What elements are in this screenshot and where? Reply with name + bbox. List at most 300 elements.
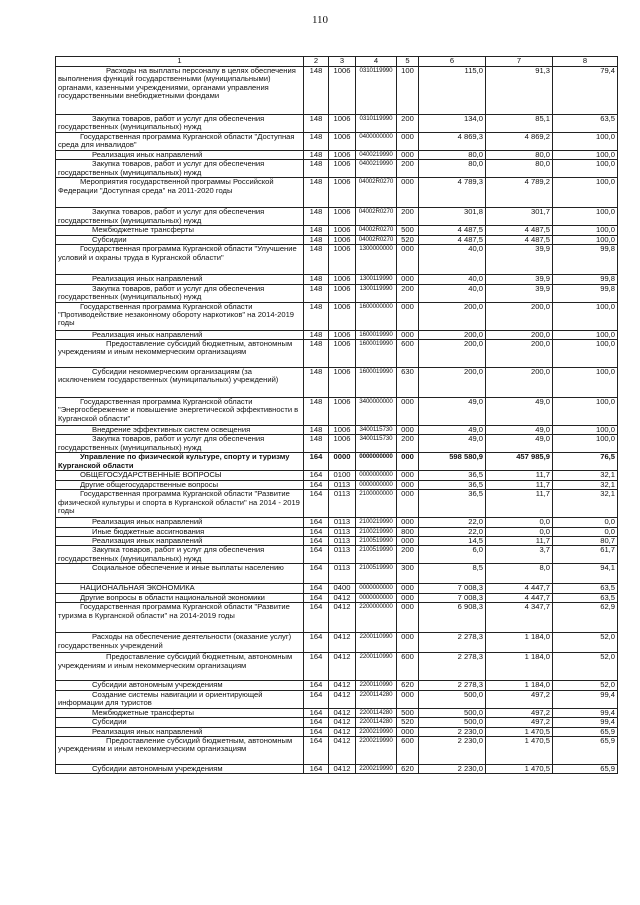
row-name: Закупка товаров, работ и услуг для обеспечения государственных (муниципальных) нужд <box>56 284 304 302</box>
row-ministry-code: 148 <box>304 226 329 235</box>
table-row <box>56 330 618 339</box>
table-row <box>56 275 618 284</box>
row-planned: 2 230,0 <box>419 764 486 773</box>
row-percent: 100,0 <box>553 340 618 368</box>
row-ministry-code: 164 <box>304 718 329 727</box>
row-name: Создание системы навигации и ориентирующей информации для туристов <box>56 690 304 708</box>
row-section-code: 1006 <box>329 398 356 426</box>
row-target-code: 2100219990 <box>356 518 397 527</box>
row-ministry-code: 148 <box>304 368 329 398</box>
row-planned: 22,0 <box>419 518 486 527</box>
row-percent: 65,9 <box>553 727 618 736</box>
row-expense-type: 600 <box>397 653 419 681</box>
row-planned: 49,0 <box>419 435 486 453</box>
header-cell: 6 <box>419 57 486 67</box>
row-target-code: 1600000000 <box>356 302 397 330</box>
row-ministry-code: 164 <box>304 453 329 471</box>
table-row <box>56 527 618 536</box>
row-name: Закупка товаров, работ и услуг для обеспечения государственных (муниципальных) нужд <box>56 160 304 178</box>
row-planned: 200,0 <box>419 340 486 368</box>
row-planned: 2 230,0 <box>419 736 486 764</box>
row-name: Государственная программа Курганской области "Развитие туризма в Курганской области" на 2014-2019 годы <box>56 603 304 633</box>
row-section-code: 1006 <box>329 67 356 115</box>
row-percent: 99,8 <box>553 284 618 302</box>
row-expense-type: 000 <box>397 330 419 339</box>
row-name: ОБЩЕГОСУДАРСТВЕННЫЕ ВОПРОСЫ <box>56 471 304 480</box>
row-expense-type: 000 <box>397 302 419 330</box>
row-planned: 500,0 <box>419 718 486 727</box>
row-name: Внедрение эффективных систем освещения <box>56 426 304 435</box>
row-percent: 63,5 <box>553 115 618 133</box>
row-expense-type: 200 <box>397 208 419 226</box>
row-target-code: 0400219990 <box>356 160 397 178</box>
row-ministry-code: 148 <box>304 275 329 284</box>
row-target-code: 0000000000 <box>356 471 397 480</box>
row-name: Субсидии <box>56 718 304 727</box>
row-percent: 99,8 <box>553 275 618 284</box>
row-percent: 65,9 <box>553 764 618 773</box>
table-row <box>56 603 618 633</box>
row-planned: 200,0 <box>419 302 486 330</box>
table-row <box>56 115 618 133</box>
row-percent: 0,0 <box>553 527 618 536</box>
row-target-code: 1300119990 <box>356 284 397 302</box>
row-executed: 1 184,0 <box>486 681 553 690</box>
row-section-code: 1006 <box>329 178 356 208</box>
row-section-code: 1006 <box>329 226 356 235</box>
table-row <box>56 245 618 275</box>
row-target-code: 3400000000 <box>356 398 397 426</box>
table-row <box>56 584 618 593</box>
row-ministry-code: 164 <box>304 584 329 593</box>
row-name: Субсидии автономным учреждениям <box>56 764 304 773</box>
row-target-code: 0310119990 <box>356 115 397 133</box>
row-planned: 36,5 <box>419 490 486 518</box>
row-section-code: 0412 <box>329 690 356 708</box>
row-planned: 200,0 <box>419 368 486 398</box>
table-row <box>56 764 618 773</box>
row-executed: 0,0 <box>486 527 553 536</box>
table-row <box>56 208 618 226</box>
row-expense-type: 000 <box>397 398 419 426</box>
row-target-code: 04002R0270 <box>356 226 397 235</box>
row-name: Реализация иных направлений <box>56 727 304 736</box>
row-percent: 100,0 <box>553 208 618 226</box>
table-row <box>56 284 618 302</box>
row-expense-type: 000 <box>397 537 419 546</box>
row-executed: 80,0 <box>486 160 553 178</box>
row-executed: 11,7 <box>486 537 553 546</box>
row-percent: 100,0 <box>553 151 618 160</box>
row-section-code: 1006 <box>329 275 356 284</box>
row-planned: 301,8 <box>419 208 486 226</box>
row-planned: 4 487,5 <box>419 235 486 244</box>
table-row <box>56 471 618 480</box>
row-section-code: 1006 <box>329 160 356 178</box>
table-row <box>56 537 618 546</box>
row-planned: 6 908,3 <box>419 603 486 633</box>
row-target-code: 0000000000 <box>356 584 397 593</box>
row-percent: 79,4 <box>553 67 618 115</box>
row-executed: 200,0 <box>486 340 553 368</box>
row-section-code: 0412 <box>329 736 356 764</box>
row-section-code: 0113 <box>329 537 356 546</box>
row-planned: 134,0 <box>419 115 486 133</box>
row-name: Другие общегосударственные вопросы <box>56 480 304 489</box>
row-percent: 76,5 <box>553 453 618 471</box>
row-section-code: 0412 <box>329 727 356 736</box>
row-planned: 22,0 <box>419 527 486 536</box>
row-ministry-code: 148 <box>304 160 329 178</box>
row-executed: 200,0 <box>486 302 553 330</box>
table-row <box>56 160 618 178</box>
row-target-code: 0400000000 <box>356 133 397 151</box>
row-name: Закупка товаров, работ и услуг для обеспечения государственных (муниципальных) нужд <box>56 435 304 453</box>
table-row <box>56 593 618 602</box>
row-name: Субсидии некоммерческим организациям (за исключением государственных (муниципальных) учреждений) <box>56 368 304 398</box>
row-section-code: 0113 <box>329 490 356 518</box>
table-row <box>56 564 618 584</box>
table-row <box>56 653 618 681</box>
row-target-code: 1600019990 <box>356 340 397 368</box>
row-name: Социальное обеспечение и иные выплаты населению <box>56 564 304 584</box>
row-ministry-code: 148 <box>304 426 329 435</box>
row-ministry-code: 148 <box>304 435 329 453</box>
row-name: Реализация иных направлений <box>56 537 304 546</box>
row-planned: 49,0 <box>419 426 486 435</box>
row-section-code: 1006 <box>329 340 356 368</box>
row-ministry-code: 148 <box>304 115 329 133</box>
row-percent: 0,0 <box>553 518 618 527</box>
row-ministry-code: 148 <box>304 284 329 302</box>
row-ministry-code: 164 <box>304 490 329 518</box>
row-name: Субсидии <box>56 235 304 244</box>
row-executed: 4 447,7 <box>486 593 553 602</box>
row-planned: 40,0 <box>419 245 486 275</box>
row-expense-type: 600 <box>397 340 419 368</box>
table-row <box>56 178 618 208</box>
row-ministry-code: 164 <box>304 593 329 602</box>
row-ministry-code: 148 <box>304 151 329 160</box>
row-name: Государственная программа Курганской области "Улучшение условий и охраны труда в Курганской области" <box>56 245 304 275</box>
row-target-code: 0400219990 <box>356 151 397 160</box>
table-row <box>56 681 618 690</box>
row-target-code: 2200110990 <box>356 633 397 653</box>
row-name: Закупка товаров, работ и услуг для обеспечения государственных (муниципальных) нужд <box>56 208 304 226</box>
row-expense-type: 200 <box>397 284 419 302</box>
row-name: Управление по физической культуре, спорту и туризму Курганской области <box>56 453 304 471</box>
row-target-code: 2200219990 <box>356 727 397 736</box>
row-ministry-code: 164 <box>304 708 329 717</box>
row-target-code: 2100519990 <box>356 537 397 546</box>
row-executed: 39,9 <box>486 245 553 275</box>
row-section-code: 1006 <box>329 368 356 398</box>
row-name: Реализация иных направлений <box>56 518 304 527</box>
row-ministry-code: 148 <box>304 208 329 226</box>
budget-table <box>55 56 618 774</box>
row-expense-type: 600 <box>397 736 419 764</box>
row-ministry-code: 164 <box>304 633 329 653</box>
row-expense-type: 000 <box>397 151 419 160</box>
row-percent: 62,9 <box>553 603 618 633</box>
row-section-code: 0412 <box>329 681 356 690</box>
row-section-code: 0113 <box>329 518 356 527</box>
row-expense-type: 000 <box>397 453 419 471</box>
row-planned: 200,0 <box>419 330 486 339</box>
row-percent: 100,0 <box>553 398 618 426</box>
row-section-code: 1006 <box>329 235 356 244</box>
row-planned: 2 278,3 <box>419 681 486 690</box>
row-expense-type: 000 <box>397 593 419 602</box>
row-percent: 100,0 <box>553 368 618 398</box>
header-cell: 5 <box>397 57 419 67</box>
row-percent: 32,1 <box>553 480 618 489</box>
row-planned: 2 230,0 <box>419 727 486 736</box>
row-planned: 36,5 <box>419 471 486 480</box>
row-section-code: 1006 <box>329 245 356 275</box>
row-executed: 3,7 <box>486 546 553 564</box>
row-name: Расходы на выплаты персоналу в целях обеспечения выполнения функций государственными (муниципальными) органами, казенными учреждениями, органами управления государственными внебюджетными фондами <box>56 67 304 115</box>
row-section-code: 0000 <box>329 453 356 471</box>
row-planned: 500,0 <box>419 690 486 708</box>
row-percent: 61,7 <box>553 546 618 564</box>
row-expense-type: 000 <box>397 426 419 435</box>
table-row <box>56 546 618 564</box>
row-target-code: 0000000000 <box>356 453 397 471</box>
row-target-code: 04002R0270 <box>356 235 397 244</box>
table-row <box>56 235 618 244</box>
row-percent: 99,8 <box>553 245 618 275</box>
table-row <box>56 340 618 368</box>
row-expense-type: 000 <box>397 603 419 633</box>
row-name: Государственная программа Курганской области "Энергосбережение и повышение энергетической эффективности в Курганской области" <box>56 398 304 426</box>
row-target-code: 0000000000 <box>356 593 397 602</box>
row-ministry-code: 164 <box>304 537 329 546</box>
row-expense-type: 000 <box>397 480 419 489</box>
row-section-code: 0412 <box>329 603 356 633</box>
row-target-code: 1600019990 <box>356 330 397 339</box>
row-ministry-code: 148 <box>304 302 329 330</box>
row-section-code: 0412 <box>329 718 356 727</box>
header-row <box>56 57 618 67</box>
row-target-code: 04002R0270 <box>356 208 397 226</box>
row-ministry-code: 164 <box>304 690 329 708</box>
row-target-code: 2200114280 <box>356 708 397 717</box>
header-cell: 3 <box>329 57 356 67</box>
row-executed: 457 985,9 <box>486 453 553 471</box>
row-section-code: 0412 <box>329 653 356 681</box>
row-executed: 11,7 <box>486 490 553 518</box>
row-ministry-code: 164 <box>304 564 329 584</box>
row-ministry-code: 164 <box>304 736 329 764</box>
row-executed: 1 470,5 <box>486 736 553 764</box>
row-expense-type: 520 <box>397 718 419 727</box>
row-expense-type: 520 <box>397 235 419 244</box>
row-name: Другие вопросы в области национальной экономики <box>56 593 304 602</box>
table-row <box>56 67 618 115</box>
row-ministry-code: 164 <box>304 727 329 736</box>
row-target-code: 0310119990 <box>356 67 397 115</box>
row-planned: 49,0 <box>419 398 486 426</box>
row-planned: 40,0 <box>419 275 486 284</box>
row-executed: 39,9 <box>486 284 553 302</box>
row-executed: 49,0 <box>486 398 553 426</box>
row-name: Государственная программа Курганской области "Доступная среда для инвалидов" <box>56 133 304 151</box>
table-row <box>56 426 618 435</box>
row-planned: 14,5 <box>419 537 486 546</box>
row-percent: 32,1 <box>553 471 618 480</box>
row-name: Мероприятия государственной программы Российской Федерации "Доступная среда" на 2011-2020 годы <box>56 178 304 208</box>
row-expense-type: 620 <box>397 681 419 690</box>
row-expense-type: 000 <box>397 275 419 284</box>
row-percent: 32,1 <box>553 490 618 518</box>
row-executed: 39,9 <box>486 275 553 284</box>
table-row <box>56 727 618 736</box>
row-percent: 52,0 <box>553 633 618 653</box>
row-section-code: 1006 <box>329 115 356 133</box>
row-section-code: 0113 <box>329 480 356 489</box>
row-name: Предоставление субсидий бюджетным, автономным учреждениям и иным некоммерческим организациям <box>56 736 304 764</box>
row-expense-type: 100 <box>397 67 419 115</box>
row-expense-type: 200 <box>397 115 419 133</box>
row-section-code: 1006 <box>329 330 356 339</box>
row-target-code: 1300119990 <box>356 275 397 284</box>
header-cell: 1 <box>56 57 304 67</box>
row-section-code: 1006 <box>329 302 356 330</box>
row-planned: 598 580,9 <box>419 453 486 471</box>
row-target-code: 2200114280 <box>356 690 397 708</box>
row-expense-type: 200 <box>397 160 419 178</box>
row-executed: 1 470,5 <box>486 727 553 736</box>
row-percent: 100,0 <box>553 178 618 208</box>
table-row <box>56 633 618 653</box>
row-name: Предоставление субсидий бюджетным, автономным учреждениям и иным некоммерческим организациям <box>56 653 304 681</box>
row-executed: 4 447,7 <box>486 584 553 593</box>
row-executed: 497,2 <box>486 718 553 727</box>
row-section-code: 0100 <box>329 471 356 480</box>
row-ministry-code: 148 <box>304 133 329 151</box>
row-expense-type: 300 <box>397 564 419 584</box>
row-target-code: 2100519990 <box>356 546 397 564</box>
row-target-code: 2100000000 <box>356 490 397 518</box>
row-executed: 1 184,0 <box>486 653 553 681</box>
table-row <box>56 151 618 160</box>
row-executed: 4 789,2 <box>486 178 553 208</box>
row-percent: 52,0 <box>553 681 618 690</box>
table-row <box>56 490 618 518</box>
table-row <box>56 435 618 453</box>
row-ministry-code: 148 <box>304 178 329 208</box>
row-executed: 80,0 <box>486 151 553 160</box>
row-target-code: 04002R0270 <box>356 178 397 208</box>
row-ministry-code: 148 <box>304 235 329 244</box>
table-row <box>56 480 618 489</box>
row-expense-type: 000 <box>397 490 419 518</box>
row-planned: 6,0 <box>419 546 486 564</box>
row-target-code: 2200114280 <box>356 718 397 727</box>
row-planned: 4 789,3 <box>419 178 486 208</box>
row-section-code: 0400 <box>329 584 356 593</box>
row-ministry-code: 164 <box>304 764 329 773</box>
row-planned: 2 278,3 <box>419 653 486 681</box>
row-ministry-code: 164 <box>304 653 329 681</box>
row-planned: 7 008,3 <box>419 593 486 602</box>
row-expense-type: 000 <box>397 178 419 208</box>
row-expense-type: 000 <box>397 633 419 653</box>
row-percent: 100,0 <box>553 226 618 235</box>
row-planned: 40,0 <box>419 284 486 302</box>
row-section-code: 1006 <box>329 151 356 160</box>
row-target-code: 1600019990 <box>356 368 397 398</box>
row-expense-type: 200 <box>397 435 419 453</box>
row-expense-type: 800 <box>397 527 419 536</box>
row-ministry-code: 148 <box>304 340 329 368</box>
row-name: Государственная программа Курганской области "Противодействие незаконному обороту наркотиков" на 2014-2019 годы <box>56 302 304 330</box>
row-name: НАЦИОНАЛЬНАЯ ЭКОНОМИКА <box>56 584 304 593</box>
row-expense-type: 630 <box>397 368 419 398</box>
row-section-code: 0412 <box>329 633 356 653</box>
header-cell: 8 <box>553 57 618 67</box>
row-executed: 49,0 <box>486 426 553 435</box>
row-percent: 100,0 <box>553 160 618 178</box>
row-target-code: 2200219990 <box>356 764 397 773</box>
row-target-code: 1300000000 <box>356 245 397 275</box>
table-row <box>56 133 618 151</box>
row-percent: 63,5 <box>553 593 618 602</box>
row-executed: 1 184,0 <box>486 633 553 653</box>
row-name: Расходы на обеспечение деятельности (оказание услуг) государственных учреждений <box>56 633 304 653</box>
row-expense-type: 000 <box>397 471 419 480</box>
row-expense-type: 000 <box>397 690 419 708</box>
table-row <box>56 690 618 708</box>
table-row <box>56 708 618 717</box>
row-executed: 200,0 <box>486 330 553 339</box>
row-target-code: 0000000000 <box>356 480 397 489</box>
row-target-code: 2100219990 <box>356 527 397 536</box>
row-percent: 100,0 <box>553 330 618 339</box>
row-expense-type: 000 <box>397 727 419 736</box>
row-percent: 100,0 <box>553 426 618 435</box>
row-name: Закупка товаров, работ и услуг для обеспечения государственных (муниципальных) нужд <box>56 115 304 133</box>
row-planned: 115,0 <box>419 67 486 115</box>
row-percent: 65,9 <box>553 736 618 764</box>
row-ministry-code: 164 <box>304 546 329 564</box>
page-number: 110 <box>311 14 329 26</box>
table-row <box>56 718 618 727</box>
row-executed: 4 347,7 <box>486 603 553 633</box>
row-expense-type: 000 <box>397 584 419 593</box>
row-planned: 4 487,5 <box>419 226 486 235</box>
row-executed: 4 487,5 <box>486 235 553 244</box>
row-planned: 80,0 <box>419 160 486 178</box>
header-cell: 7 <box>486 57 553 67</box>
row-section-code: 1006 <box>329 208 356 226</box>
row-name: Межбюджетные трансферты <box>56 708 304 717</box>
row-percent: 52,0 <box>553 653 618 681</box>
row-name: Реализация иных направлений <box>56 275 304 284</box>
row-executed: 8,0 <box>486 564 553 584</box>
row-executed: 301,7 <box>486 208 553 226</box>
header-cell: 4 <box>356 57 397 67</box>
header-cell: 2 <box>304 57 329 67</box>
row-executed: 85,1 <box>486 115 553 133</box>
row-planned: 7 008,3 <box>419 584 486 593</box>
row-executed: 4 869,2 <box>486 133 553 151</box>
row-name: Реализация иных направлений <box>56 151 304 160</box>
row-target-code: 2200219990 <box>356 736 397 764</box>
row-section-code: 0113 <box>329 564 356 584</box>
row-name: Иные бюджетные ассигнования <box>56 527 304 536</box>
